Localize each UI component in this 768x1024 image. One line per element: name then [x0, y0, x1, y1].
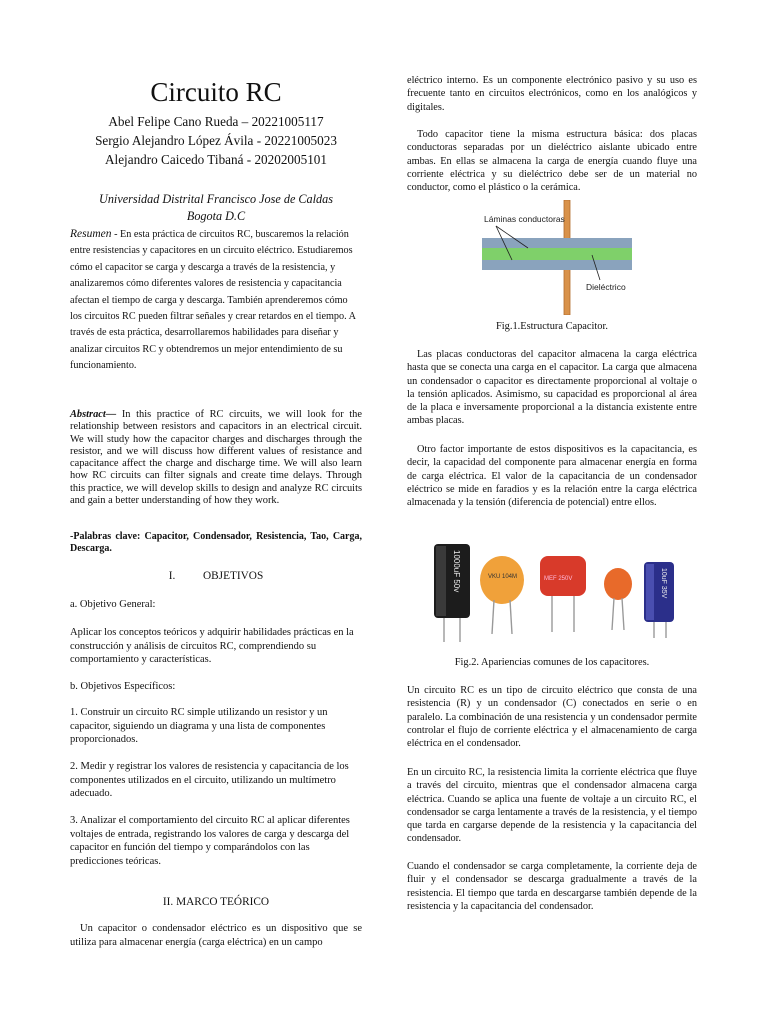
objective-item: 3. Analizar el comportamiento del circuito RC al aplicar diferentes voltajes de entrada, registrando los valores de carga y descarga del capacitor en función del tiempo y comparándolos con las predicciones teóricas.: [70, 815, 350, 867]
abstract-es-text: - En esta práctica de circuitos RC, buscaremos la relación entre resistencias y capacitores en un circuito eléctrico. Estudiaremos cómo el capacitor se carga y descarga a través de la resistencia, y analizaremos cómo diferentes valores de resistencia y capacitancia afectan el tiempo de carga y descarga. También aprenderemos cómo los circuitos RC pueden filtrar señales y crear retardos en el tiempo. A través de esta práctica, desarrollaremos habilidades para diseñar y analizar circuitos RC y obtendremos un mejor entendimiento de su funcionamiento.: [70, 229, 356, 372]
affiliation: Universidad Distrital Francisco Jose de Caldas: [99, 192, 333, 206]
objective-item: 1. Construir un circuito RC simple utilizando un resistor y un capacitor, siguiendo un diagrama y una lista de componentes proporcionados.: [70, 707, 328, 745]
section-heading-marco: II. MARCO TEÓRICO: [162, 896, 270, 908]
general-objective-label: a. Objetivo General:: [70, 599, 156, 610]
capacitor-marking: 1000uF 50v: [452, 550, 461, 593]
paragraph: Todo capacitor tiene la misma estructura básica: dos placas conductoras separadas por un dieléctrico aislante ubicado entre ambas. En ellas se almacena la carga de energía cuando fluye una corriente eléctrica y su dieléctrico debe ser de un material no conductor, como el plástico o la cerámica.: [407, 129, 697, 194]
capacitor-marking: MEF 250V: [544, 576, 573, 582]
author-line: Sergio Alejandro López Ávila - 20221005023: [95, 133, 337, 148]
paragraph: En un circuito RC, la resistencia limita la corriente eléctrica que fluye a través del circuito, mientras que el condensador almacena carga eléctrica. Cuando se aplica una fuente de voltaje a un circuito RC, el condensador se carga lentamente a través de la resistencia, y el tiempo que tarda en cargarse depende de la resistencia y la capacitancia del condensador.: [407, 767, 697, 845]
city: Bogota D.C: [186, 209, 246, 223]
paper-title: Circuito RC: [150, 77, 282, 107]
author-line: Alejandro Caicedo Tibaná - 20202005101: [105, 152, 327, 167]
paragraph: Las placas conductoras del capacitor almacena la carga eléctrica hasta que se conecta una carga en el capacitor. La carga que almacena un condensador o capacitor es directamente proporcional al voltaje o la tensión aplicados. Asimismo, su capacidad es proporcional al área de la placa e inversamente proporcional a la distancia existente entre ambas placas.: [407, 349, 697, 427]
section-title: OBJETIVOS: [202, 570, 264, 582]
figure-label: Dieléctrico: [586, 282, 626, 292]
abstract-english: [70, 409, 362, 507]
author-line: Abel Felipe Cano Rueda – 20221005117: [108, 114, 324, 129]
abstract-spanish: [70, 226, 362, 375]
paragraph: Cuando el condensador se carga completamente, la corriente deja de fluir y el condensador se descarga gradualmente a través de la resistencia. El tiempo que tarda en descargarse también depende de la resistencia y la capacitancia del condensador.: [407, 861, 697, 912]
marco-paragraph: Un capacitor o condensador eléctrico es un dispositivo que se utiliza para almacenar energía (carga eléctrica) en un campo: [70, 923, 362, 948]
keywords: -Palabras clave: Capacitor, Condensador, Resistencia, Tao, Carga, Descarga.: [70, 531, 362, 555]
abstract-es-lead: Resumen: [70, 228, 112, 240]
figure-capacitor-structure: [482, 200, 632, 315]
paragraph: eléctrico interno. Es un componente electrónico pasivo y su uso es frecuente tanto en circuitos electrónicos, como en los analógicos y digitales.: [407, 75, 697, 113]
figure-capacitor-types: [432, 538, 680, 646]
paragraph: Otro factor importante de estos dispositivos es la capacitancia, es decir, la capacidad del componente para almacenar energía en forma de carga eléctrica. El valor de la capacitancia de un condensador eléctrico se mide en faradios y es la relación entre la carga eléctrica almacenada y la tensión (diferencia de potencial) entre ellos.: [407, 444, 697, 509]
specific-objectives-label: b. Objetivos Específicos:: [70, 681, 176, 692]
section-numeral: I.: [168, 570, 176, 582]
capacitor-photos: [432, 538, 680, 646]
capacitor-marking: VKU 104M: [488, 574, 518, 580]
capacitor-structure-diagram: [482, 200, 632, 315]
section-heading-objetivos: [70, 570, 362, 582]
abstract-en-text: In this practice of RC circuits, we will look for the relationship between resistors and capacitors in an electrical circuit. We will study how the capacitor charges and discharges through the resistor, and we will discuss how different values of resistance and capacitance affect the charge and discharge time. We will also learn how RC circuits can filter signals and create time delays. Through this practice, we will develop skills to design and analyze RC circuits and gain a better understanding of how they work.: [70, 409, 362, 507]
figure-caption: Fig.2. Apariencias comunes de los capacitores.: [454, 657, 650, 668]
paragraph: Un circuito RC es un tipo de circuito eléctrico que consta de una resistencia (R) y un condensador (C) conectados en serie o en paralelo. La combinación de una resistencia y un condensador permite controlar el flujo de corriente eléctrica y el almacenamiento de carga eléctrica en el condensador.: [407, 685, 697, 750]
figure-caption: Fig.1.Estructura Capacitor.: [496, 321, 608, 332]
objective-item: 2. Medir y registrar los valores de resistencia y capacitancia de los componentes utilizados en el circuito, utilizando un multímetro adecuado.: [70, 761, 349, 799]
abstract-en-lead: Abstract—: [70, 409, 117, 420]
figure-label: Láminas conductoras: [484, 214, 565, 224]
capacitor-marking: 10uF 35V: [660, 568, 667, 599]
general-objective-text: Aplicar los conceptos teóricos y adquirir habilidades prácticas en la construcción y análisis de circuitos RC, comprendiendo su comportamiento y características.: [70, 627, 354, 665]
